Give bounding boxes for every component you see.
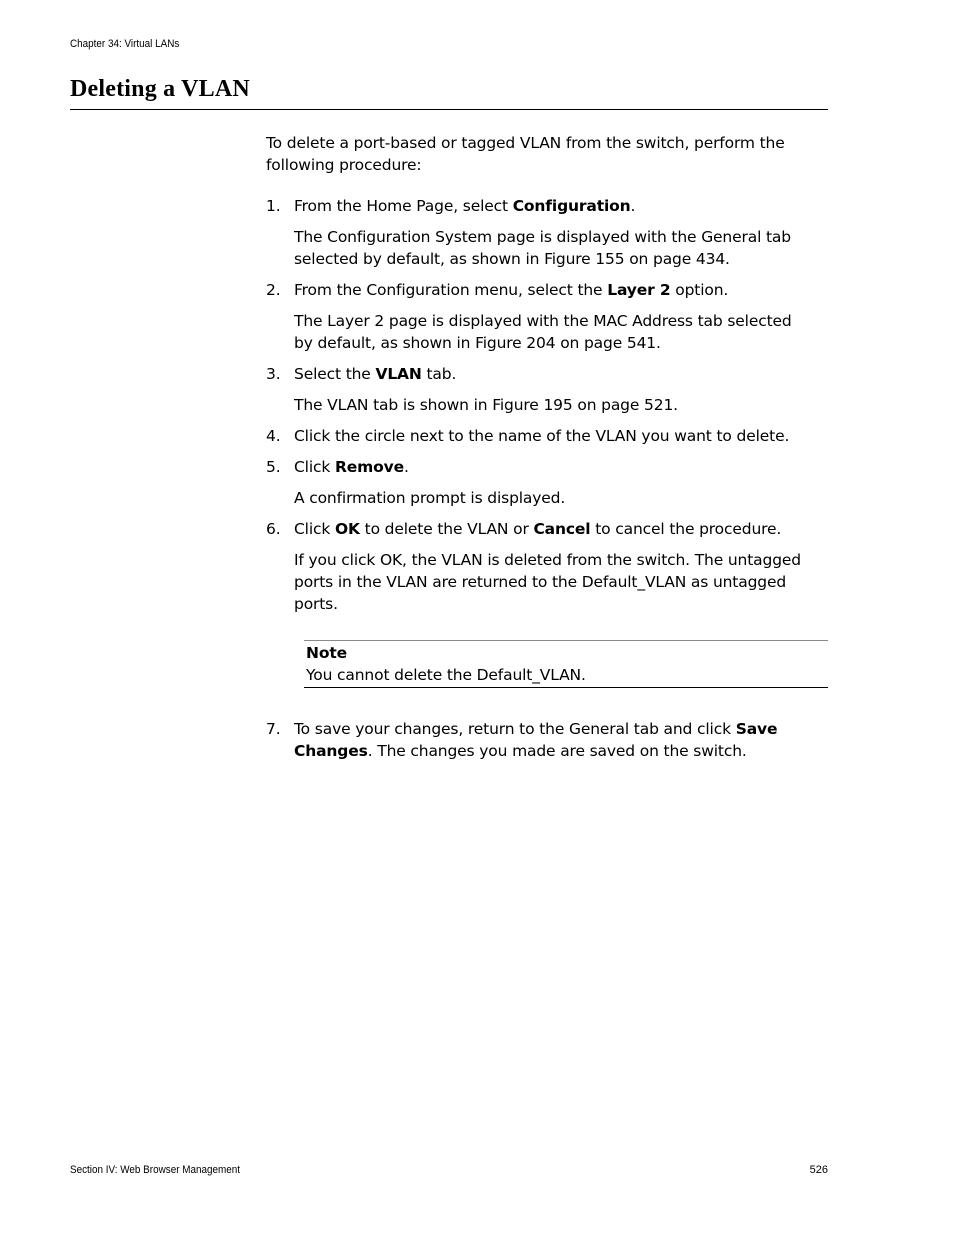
- section-title: Deleting a VLAN: [70, 76, 250, 102]
- running-header: Chapter 34: Virtual LANs: [70, 38, 180, 50]
- step-number: 7.: [266, 720, 281, 738]
- step-1-detail: The Configuration System page is displayed with the General tab selected by default, as shown in Figure 155 on page 434.: [294, 228, 791, 268]
- step-3: 3. Select the VLAN tab.: [266, 365, 457, 383]
- step-number: 6.: [266, 520, 281, 538]
- note-text: You cannot delete the Default_VLAN.: [306, 666, 586, 684]
- step-5-detail: A confirmation prompt is displayed.: [294, 489, 566, 507]
- note-label: Note: [306, 644, 347, 662]
- step-7: 7. To save your changes, return to the General tab and click Save Changes. The changes you made are saved on the switch.: [266, 720, 778, 760]
- step-2: 2. From the Configuration menu, select the Layer 2 option.: [266, 281, 729, 299]
- title-rule: [70, 109, 828, 110]
- menu-term-vlan: VLAN: [375, 365, 422, 383]
- menu-term-cancel: Cancel: [533, 520, 591, 538]
- menu-term-configuration: Configuration: [512, 197, 631, 215]
- step-2-detail: The Layer 2 page is displayed with the MAC Address tab selected by default, as shown in Figure 204 on page 541.: [294, 312, 792, 352]
- note-box: [304, 640, 828, 688]
- step-number: 1.: [266, 197, 281, 215]
- body-text: [266, 132, 806, 762]
- step-6: 6. Click OK to delete the VLAN or Cancel to cancel the procedure.: [266, 520, 782, 538]
- step-number: 2.: [266, 281, 281, 299]
- step-number: 4.: [266, 427, 281, 445]
- menu-term-remove: Remove: [334, 458, 404, 476]
- step-6-detail: If you click OK, the VLAN is deleted from the switch. The untagged ports in the VLAN are returned to the Default_VLAN as untagged ports.: [294, 551, 801, 613]
- menu-term-layer-2: Layer 2: [607, 281, 671, 299]
- footer-section: Section IV: Web Browser Management: [70, 1164, 241, 1176]
- step-3-detail: The VLAN tab is shown in Figure 195 on page 521.: [294, 396, 678, 414]
- intro-paragraph: To delete a port-based or tagged VLAN from the switch, perform the following procedure:: [266, 134, 785, 174]
- running-footer: [70, 1164, 828, 1176]
- menu-term-save-changes: Save Changes: [294, 720, 778, 760]
- page-number: 526: [809, 1164, 828, 1176]
- step-5: 5. Click Remove.: [266, 458, 409, 476]
- step-1: 1. From the Home Page, select Configuration.: [266, 197, 636, 215]
- menu-term-ok: OK: [334, 520, 360, 538]
- step-number: 3.: [266, 365, 281, 383]
- step-number: 5.: [266, 458, 281, 476]
- step-4: 4. Click the circle next to the name of the VLAN you want to delete.: [266, 427, 790, 445]
